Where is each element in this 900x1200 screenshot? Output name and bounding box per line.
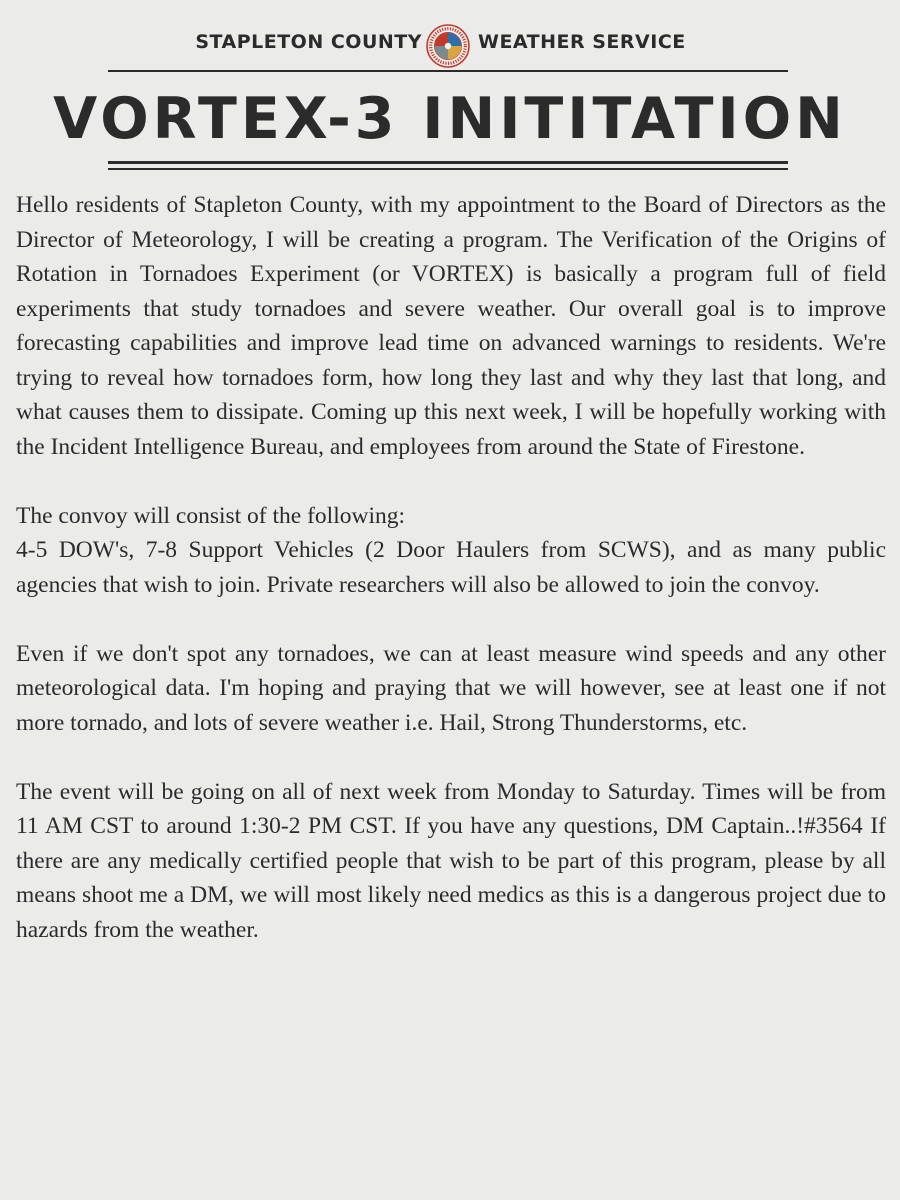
- page-title: VORTEX-3 INITITATION: [53, 86, 847, 152]
- paragraph-spacer: [16, 464, 886, 499]
- letterhead: [0, 24, 900, 64]
- announcement-body: [16, 188, 886, 947]
- header-divider: [108, 70, 788, 72]
- expectations-paragraph: Even if we don't spot any tornadoes, we can at least measure wind speeds and any other meteorological data. I'm hoping and praying that we will however, see at least one if not more tornado, and lots of severe weather i.e. Hail, Strong Thunderstorms, etc.: [16, 640, 886, 736]
- schedule-paragraph: The event will be going on all of next week from Monday to Saturday. Times will be from 11 AM CST to around 1:30-2 PM CST. If you have any questions, DM Captain..!#3564 If there are any medically certified people that wish to be part of this program, please by all means shoot me a DM, we will most likely need medics as this is a dangerous project due to hazards from the weather.: [16, 778, 886, 943]
- county-seal-icon: [426, 24, 470, 68]
- convoy-heading: The convoy will consist of the following:: [16, 502, 406, 529]
- org-name-left: STAPLETON COUNTY: [195, 31, 422, 53]
- convoy-details: 4-5 DOW's, 7-8 Support Vehicles (2 Door Haulers from SCWS), and as many public agencies that wish to join. Private researchers will also be allowed to join the convoy.: [16, 537, 886, 598]
- org-name-right: WEATHER SERVICE: [478, 31, 686, 53]
- intro-paragraph: Hello residents of Stapleton County, with my appointment to the Board of Directors as the Director of Meteorology, I will be creating a program. The Verification of the Origins of Rotation in Tornadoes Experiment (or VORTEX) is basically a program full of field experiments that study tornadoes and severe weather. Our overall goal is to improve forecasting capabilities and improve lead time on advanced warnings to residents. We're trying to reveal how tornadoes form, how long they last and why they last that long, and what causes them to dissipate. Coming up this next week, I will be hopefully working with the Incident Intelligence Bureau, and employees from around the State of Firestone.: [16, 192, 886, 460]
- title-divider-top: [108, 161, 788, 164]
- title-divider-bottom: [108, 168, 788, 170]
- paragraph-spacer: [16, 602, 886, 637]
- paragraph-spacer: [16, 740, 886, 775]
